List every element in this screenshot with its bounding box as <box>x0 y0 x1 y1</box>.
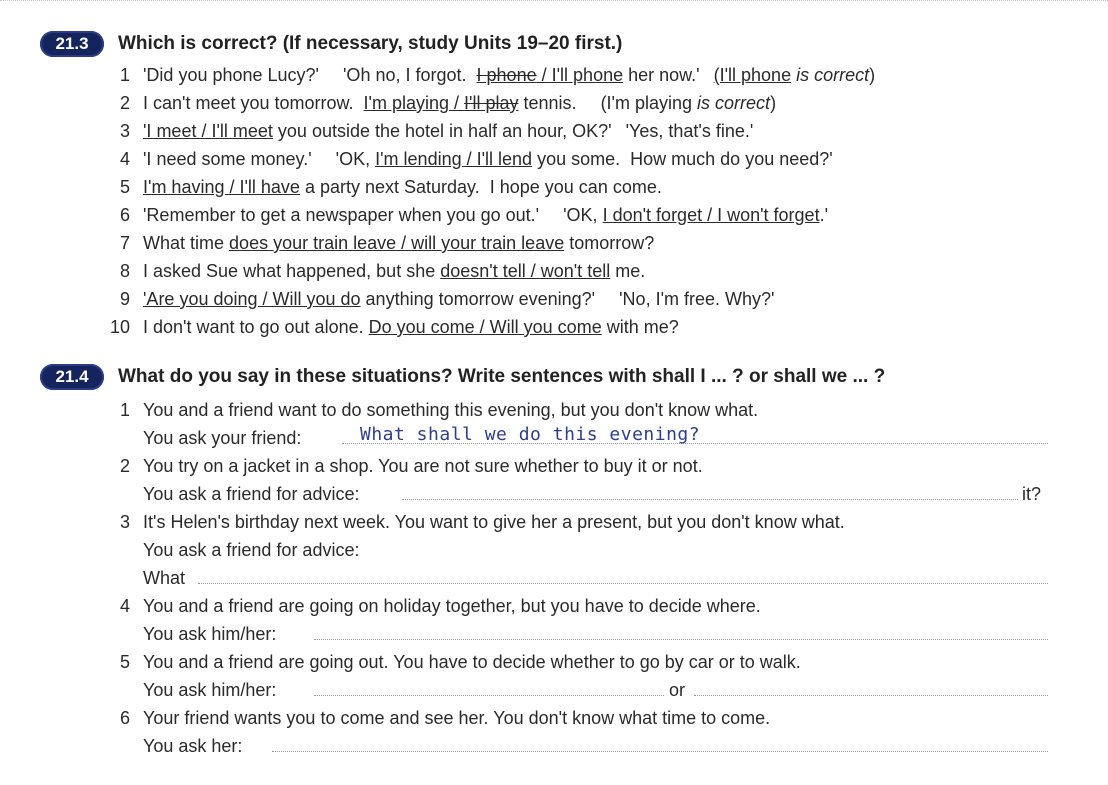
chosen-option: I'll phone <box>551 65 624 85</box>
exercise-instruction: Which is correct? (If necessary, study Units 19–20 first.) <box>118 33 623 54</box>
crossed-option: I'll play <box>464 93 519 113</box>
answer-line[interactable] <box>272 751 1048 752</box>
answer-line[interactable] <box>198 583 1048 584</box>
prompt-label: You ask him/her: <box>143 680 277 700</box>
chosen-option: I'm playing <box>363 93 450 113</box>
prompt-start-word: What <box>143 568 186 588</box>
top-border <box>0 0 1108 1</box>
or-word: or <box>669 680 686 700</box>
prompt-label: You ask a friend for advice: <box>143 484 360 504</box>
exercise-badge: 21.3 <box>40 31 104 57</box>
prompt-label: You ask her: <box>143 736 243 756</box>
answer-line[interactable] <box>694 695 1048 696</box>
answer-line[interactable] <box>314 695 664 696</box>
exercise-21-4-header <box>40 363 885 391</box>
prompt-label: You ask your friend: <box>143 428 302 448</box>
line-ending: it? <box>1022 484 1042 504</box>
answer-line[interactable] <box>314 639 1048 640</box>
prompt-label: You ask him/her: <box>143 624 277 644</box>
exercise-badge: 21.4 <box>40 364 104 390</box>
answer-line[interactable] <box>402 499 1018 500</box>
exercise-instruction: What do you say in these situations? Write sentences with shall I ... ? or shall we ... ? <box>118 366 886 387</box>
crossed-option: I phone <box>476 65 537 85</box>
exercise-21-3-header <box>40 30 622 58</box>
handwritten-answer: What shall we do this evening? <box>360 424 701 445</box>
prompt-label: You ask a friend for advice: <box>143 540 360 560</box>
